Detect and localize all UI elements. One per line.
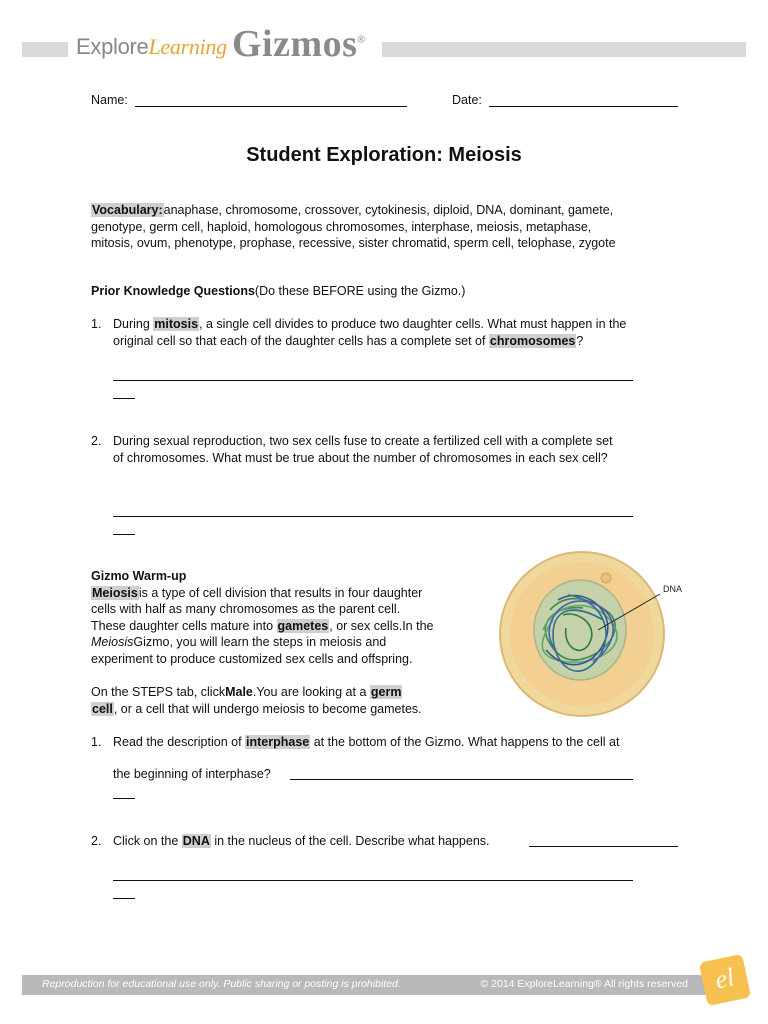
brand-explore-text: Explore (76, 34, 149, 59)
name-label: Name: (91, 93, 128, 107)
vocabulary-line-1: anaphase, chromosome, crossover, cytokinesis, diploid, DNA, dominant, gamete, (163, 203, 614, 217)
prior-q2-answer-line-2[interactable] (113, 534, 135, 535)
warmup-p2-b: .You are looking at a (252, 685, 370, 699)
prior-q2-line-1: During sexual reproduction, two sex cells fuse to create a fertilized cell with a complete set (113, 434, 613, 448)
warmup-heading: Gizmo Warm-up (91, 569, 187, 583)
prior-note: (Do these BEFORE using the Gizmo.) (254, 284, 466, 298)
term-chromosomes: chromosomes (489, 333, 576, 348)
warmup-paragraph-2 (91, 684, 481, 717)
q2-answer-line[interactable] (113, 880, 633, 881)
warmup-p1-f: experiment to produce customized sex cells and offspring. (91, 651, 413, 666)
header-bar-right (382, 42, 746, 57)
date-label: Date: (452, 93, 482, 107)
footer-bar (22, 975, 728, 995)
brand-learning-text: Learning (148, 34, 227, 59)
q1-text-2: the beginning of interphase? (113, 767, 271, 781)
prior-q1-c: original cell so that each of the daughter cells has a complete set of (113, 333, 489, 348)
q2-number: 2. (91, 834, 102, 848)
q2-answer-line-2[interactable] (113, 898, 135, 899)
footer-disclaimer: Reproduction for educational use only. Public sharing or posting is prohibited. (42, 978, 401, 990)
term-gametes: gametes (277, 618, 329, 633)
centrosome (601, 573, 611, 583)
warmup-p1-d: , or sex cells.In the (329, 618, 434, 633)
prior-q2-number: 2. (91, 434, 102, 448)
meiosis-italic: Meiosis (91, 635, 134, 649)
q2-answer-line-inline[interactable] (529, 846, 678, 847)
dna-label: DNA (663, 584, 683, 594)
term-meiosis: Meiosis (92, 585, 138, 600)
q2-text (113, 833, 490, 850)
warmup-p1-c: These daughter cells mature into (91, 618, 277, 633)
warmup-paragraph-1 (91, 568, 481, 667)
prior-q2-answer-line[interactable] (113, 516, 633, 517)
q1-number: 1. (91, 735, 102, 749)
term-germ: germ (370, 685, 402, 699)
prior-q2-line-2: of chromosomes. What must be true about the number of chromosomes in each sex cell? (113, 450, 608, 465)
prior-q1-d: ? (576, 333, 584, 348)
prior-q1-answer-line-2[interactable] (113, 398, 135, 399)
warmup-p1-a: is a type of cell division that results in four daughter (138, 585, 423, 600)
prior-knowledge-heading (91, 283, 465, 300)
vocabulary-label: Vocabulary: (92, 203, 163, 217)
q1-answer-line-2[interactable] (113, 798, 135, 799)
term-dna: DNA (182, 834, 210, 848)
name-field[interactable] (135, 106, 407, 107)
q1-a: Read the description of (113, 735, 246, 749)
brand-explorelearning (76, 34, 227, 60)
term-mitosis: mitosis (154, 317, 199, 331)
prior-q1-number: 1. (91, 317, 102, 331)
warmup-p1-e: Gizmo, you will learn the steps in meiosis and (133, 635, 387, 649)
vocabulary-line-3: mitosis, ovum, phenotype, prophase, recessive, sister chromatid, sperm cell, telophase, zygote (91, 236, 616, 250)
brand-gizmos (232, 22, 365, 66)
reg-mark: ® (357, 34, 366, 46)
term-cell: cell (92, 701, 113, 716)
prior-q1-text (113, 316, 693, 349)
q1-b: at the bottom of the Gizmo. What happens to the cell at (310, 735, 620, 749)
header-bar-left (22, 42, 68, 57)
page-title: Student Exploration: Meiosis (246, 144, 522, 166)
warmup-p1-b: cells with half as many chromosomes as the parent cell. (91, 602, 401, 616)
date-field[interactable] (489, 106, 678, 107)
footer-copyright: © 2014 ExploreLearning® All rights reserved (480, 978, 688, 990)
vocabulary-block (91, 202, 691, 252)
brand-gizmos-text: Gizmos (232, 23, 358, 65)
explorelearning-logo-badge: el (699, 954, 751, 1006)
q2-b: in the nucleus of the cell. Describe what happens. (210, 834, 490, 848)
warmup-p2-c: , or a cell that will undergo meiosis to become gametes. (113, 701, 422, 716)
prior-q1-a: During (113, 317, 154, 331)
q1-answer-line[interactable] (290, 779, 633, 780)
prior-q2-text (113, 433, 693, 466)
q1-text (113, 734, 693, 751)
q2-a: Click on the (113, 834, 182, 848)
prior-q1-b: , a single cell divides to produce two daughter cells. What must happen in the (199, 317, 627, 331)
prior-heading-text: Prior Knowledge Questions (91, 284, 255, 298)
prior-q1-answer-line[interactable] (113, 380, 633, 381)
term-interphase: interphase (246, 735, 310, 749)
germ-cell-illustration (498, 550, 698, 720)
warmup-p2-a: On the STEPS tab, click (91, 685, 226, 699)
vocabulary-line-2: genotype, germ cell, haploid, homologous chromosomes, interphase, meiosis, metaphase, (91, 219, 592, 234)
male-button-ref: Male (225, 685, 253, 699)
